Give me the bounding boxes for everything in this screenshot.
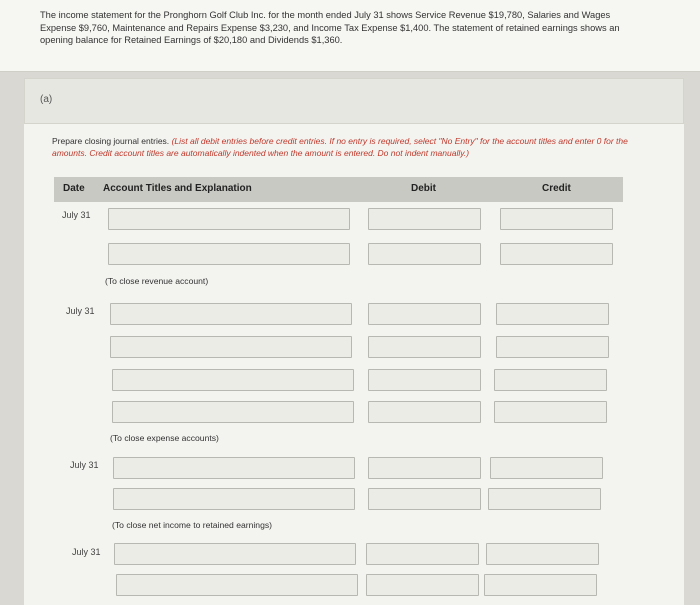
entry-3-credit-2[interactable]	[488, 488, 601, 510]
entry-2-credit-1[interactable]	[496, 303, 609, 325]
entry-3-explanation: (To close net income to retained earnings)	[112, 520, 273, 530]
entry-4-credit-1[interactable]	[486, 543, 599, 565]
entry-1-account-1[interactable]	[108, 208, 350, 230]
entry-1-account-2[interactable]	[108, 243, 350, 265]
entry-2-account-1[interactable]	[110, 303, 352, 325]
entry-2-account-3[interactable]	[112, 369, 354, 391]
header-debit: Debit	[411, 183, 436, 194]
entry-1-date: July 31	[62, 210, 91, 220]
entry-2-debit-3[interactable]	[368, 369, 481, 391]
entry-2-account-4[interactable]	[112, 401, 354, 423]
entry-3-debit-1[interactable]	[368, 457, 481, 479]
entry-3-debit-2[interactable]	[368, 488, 481, 510]
instructions	[52, 136, 652, 159]
entry-2-debit-4[interactable]	[368, 401, 481, 423]
entry-2-debit-2[interactable]	[368, 336, 481, 358]
header-credit: Credit	[542, 183, 571, 194]
header-date: Date	[63, 183, 85, 194]
entry-2-explanation: (To close expense accounts)	[110, 433, 219, 443]
entry-1-credit-1[interactable]	[500, 208, 613, 230]
entry-2-account-2[interactable]	[110, 336, 352, 358]
instructions-main: Prepare closing journal entries.	[52, 136, 170, 146]
part-label: (a)	[40, 94, 53, 105]
problem-text: The income statement for the Pronghorn Golf Club Inc. for the month ended July 31 shows Service Revenue $19,780, Salaries and Wages Expense $9,760, Maintenance and Repairs Expense $3,230, and Income Tax Expense $1,400. The statement of retained earnings shows an opening balance for Retained Earnings of $20,180 and Dividends $1,360.	[40, 10, 620, 45]
entry-3-date: July 31	[70, 460, 99, 470]
part-header	[24, 78, 684, 124]
entry-3-credit-1[interactable]	[490, 457, 603, 479]
entry-4-debit-1[interactable]	[366, 543, 479, 565]
entry-2-debit-1[interactable]	[368, 303, 481, 325]
problem-statement	[0, 0, 700, 72]
entry-4-credit-2[interactable]	[484, 574, 597, 596]
entry-4-debit-2[interactable]	[366, 574, 479, 596]
entry-4-account-2[interactable]	[116, 574, 358, 596]
entry-2-credit-3[interactable]	[494, 369, 607, 391]
entry-2-credit-2[interactable]	[496, 336, 609, 358]
entry-1-debit-1[interactable]	[368, 208, 481, 230]
header-account: Account Titles and Explanation	[103, 183, 252, 194]
entry-1-explanation: (To close revenue account)	[105, 276, 209, 286]
entry-1-credit-2[interactable]	[500, 243, 613, 265]
entry-4-account-1[interactable]	[114, 543, 356, 565]
entry-4-date: July 31	[72, 547, 101, 557]
entry-1-debit-2[interactable]	[368, 243, 481, 265]
entry-3-account-1[interactable]	[113, 457, 355, 479]
table-header	[54, 177, 623, 202]
entry-2-credit-4[interactable]	[494, 401, 607, 423]
entry-2-date: July 31	[66, 306, 95, 316]
instructions-note: (List all debit entries before credit entries. If no entry is required, select "No Entry" for the account titles and enter 0 for the amounts. Credit account titles are automatically indented when the amount is entered. Do not indent manually.)	[52, 136, 628, 158]
entry-3-account-2[interactable]	[113, 488, 355, 510]
